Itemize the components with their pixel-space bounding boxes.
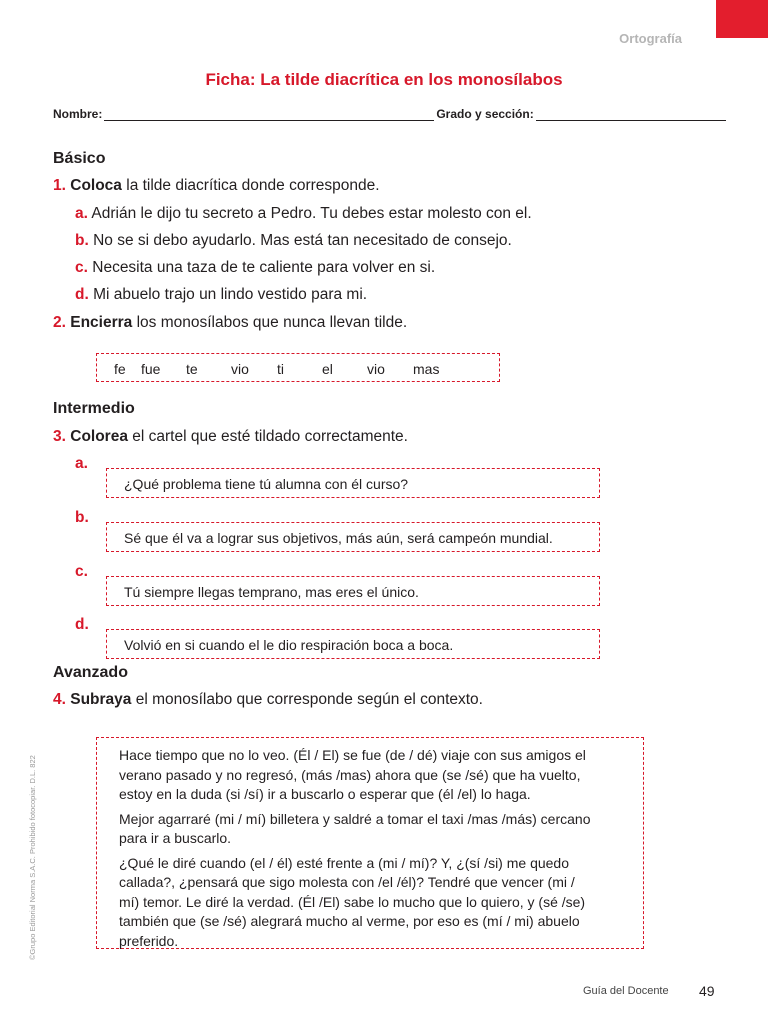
level-intermedio: Intermedio bbox=[53, 400, 135, 417]
option-letter-a: a. bbox=[75, 455, 88, 472]
context-text-box bbox=[96, 737, 644, 949]
corner-tab bbox=[716, 0, 768, 38]
q1-item-c: c. Necesita una taza de te caliente para volver en si. bbox=[75, 259, 436, 276]
paragraph: ¿Qué le diré cuando (el / él) esté frente a (mi / mí)? Y, ¿(sí /si) me quedo callada?, ¿pensará que sigo molesta con /el /él)? Tendré que vencer (mi / mí) temor. Le diré la verdad. (Él /El) sabe lo mucho que lo quiero, y (sé /se) también que (se /sé) alegrará mucho al verme, por eso es (mí / mi) abuelo preferido. bbox=[119, 854, 586, 949]
word-option[interactable]: ti bbox=[277, 361, 284, 377]
name-field[interactable] bbox=[104, 110, 434, 121]
word-option[interactable]: el bbox=[322, 361, 333, 377]
name-grade-line bbox=[53, 107, 733, 121]
name-label: Nombre: bbox=[53, 107, 103, 121]
guide-label: Guía del Docente bbox=[583, 985, 669, 997]
grade-field[interactable] bbox=[536, 110, 726, 121]
question-1: 1. Coloca la tilde diacrítica donde corresponde. bbox=[53, 177, 380, 194]
question-2: 2. Encierra los monosílabos que nunca llevan tilde. bbox=[53, 314, 408, 331]
page-title: Ficha: La tilde diacrítica en los monosílabos bbox=[205, 70, 563, 89]
word-option[interactable]: vio bbox=[231, 361, 249, 377]
q1-item-a: a. Adrián le dijo tu secreto a Pedro. Tu debes estar molesto con el. bbox=[75, 205, 532, 222]
word-option[interactable]: vio bbox=[367, 361, 385, 377]
option-letter-b: b. bbox=[75, 509, 89, 526]
q1-item-d: d. Mi abuelo trajo un lindo vestido para mi. bbox=[75, 286, 368, 303]
section-label: Ortografía bbox=[619, 31, 682, 46]
word-option[interactable]: te bbox=[186, 361, 198, 377]
poster-option-d[interactable]: Volvió en si cuando el le dio respiración boca a boca. bbox=[106, 629, 600, 659]
poster-option-a[interactable]: ¿Qué problema tiene tú alumna con él curso? bbox=[106, 468, 600, 498]
level-basico: Básico bbox=[53, 150, 106, 167]
option-letter-d: d. bbox=[75, 616, 89, 633]
word-option[interactable]: mas bbox=[413, 361, 440, 377]
monosyllable-word-box bbox=[96, 353, 500, 382]
poster-option-c[interactable]: Tú siempre llegas temprano, mas eres el único. bbox=[106, 576, 600, 606]
q1-item-b: b. No se si debo ayudarlo. Mas está tan necesitado de consejo. bbox=[75, 232, 512, 249]
page-number: 49 bbox=[699, 983, 715, 999]
paragraph: Hace tiempo que no lo veo. (Él / El) se fue (de / dé) viaje con sus amigos el verano pasado y no regresó, (más /mas) ahora que (se /sé) que ha vuelto, estoy en la duda (si /sí) ir a buscarlo o esperar que (él /el) lo haga. bbox=[119, 747, 586, 802]
word-option[interactable]: fue bbox=[141, 361, 161, 377]
word-option[interactable]: fe bbox=[114, 361, 126, 377]
option-letter-c: c. bbox=[75, 563, 88, 580]
question-4: 4. Subraya el monosílabo que corresponde según el contexto. bbox=[53, 691, 483, 708]
copyright-notice: ©Grupo Editorial Norma S.A.C. Prohibido fotocopiar. D.L. 822 bbox=[28, 755, 37, 960]
poster-option-b[interactable]: Sé que él va a lograr sus objetivos, más aún, será campeón mundial. bbox=[106, 522, 600, 552]
grade-label: Grado y sección: bbox=[436, 107, 534, 121]
question-3: 3. Colorea el cartel que esté tildado correctamente. bbox=[53, 428, 408, 445]
paragraph: Mejor agarraré (mi / mí) billetera y saldré a tomar el taxi /mas /más) cercano para ir a buscarlo. bbox=[119, 810, 591, 846]
level-avanzado: Avanzado bbox=[53, 664, 128, 681]
